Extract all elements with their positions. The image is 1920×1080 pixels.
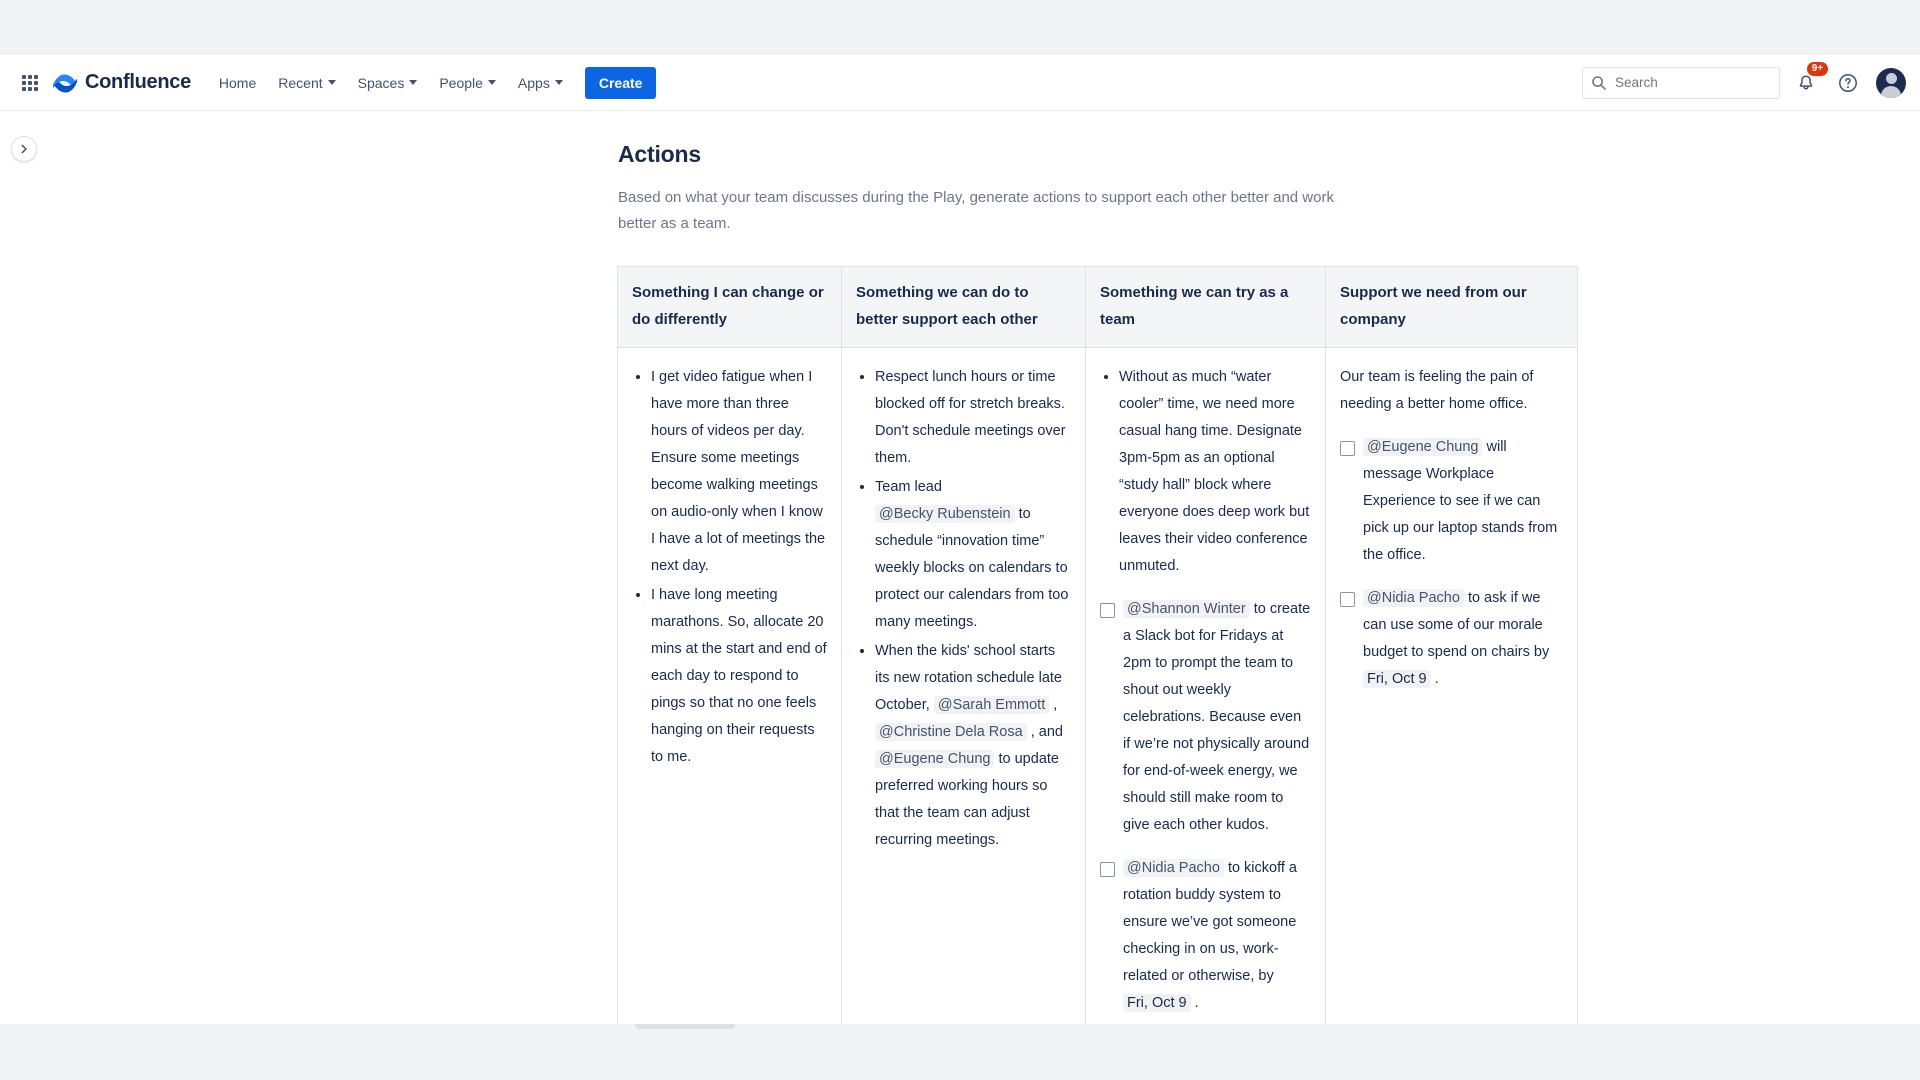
navbar-right-cluster bbox=[1582, 62, 1906, 99]
cell-support-each-other bbox=[842, 348, 1086, 1025]
chevron-right-icon bbox=[19, 144, 29, 154]
bottom-strip bbox=[0, 1024, 1920, 1080]
text-fragment: will message Workplace Experience to see if we can pick up our laptop stands from the office. bbox=[1363, 439, 1558, 563]
notifications-button[interactable] bbox=[1790, 62, 1824, 99]
text-fragment: to kickoff a rotation buddy system to ensure we’ve got someone checking in on us, work-related or otherwise, by bbox=[1123, 860, 1297, 984]
list-item: • I get video fatigue when I have more than three hours of videos per day. Ensure some meetings become walking meetings on audio-only when I know I have a lot of meetings the next day. bbox=[651, 364, 827, 580]
column-header-change: Something I can change or do differently bbox=[618, 267, 842, 348]
grid-icon bbox=[22, 75, 38, 91]
chevron-down-icon bbox=[409, 80, 417, 85]
document-body bbox=[591, 121, 1581, 1024]
notification-badge: 9+ bbox=[1807, 62, 1828, 76]
col2-list bbox=[856, 364, 1071, 854]
list-item: • I have long meeting marathons. So, allocate 20 mins at the start and end of each day to respond to pings so that no one feels hanging on their requests to me. bbox=[651, 582, 827, 771]
text-fragment: , and bbox=[1030, 724, 1063, 740]
mention-nidia-pacho[interactable]: @Nidia Pacho bbox=[1363, 589, 1464, 607]
page-content bbox=[26, 111, 1920, 1024]
app-switcher-button[interactable] bbox=[14, 67, 46, 99]
list-item: • Without as much “water cooler” time, we need more casual hang time. Designate 3pm-5pm as an optional “study hall” block where everyone does deep work but leaves their video conference unmuted. bbox=[1119, 364, 1311, 580]
task-text bbox=[1123, 855, 1311, 1017]
text-fragment: to ask if we can use some of our morale budget to spend on chairs by bbox=[1363, 590, 1550, 660]
mention-shannon-winter[interactable]: @Shannon Winter bbox=[1123, 600, 1250, 618]
create-button[interactable]: Create bbox=[585, 67, 657, 99]
bottom-tab-handle[interactable] bbox=[635, 1024, 735, 1029]
mention-becky-rubenstein[interactable]: @Becky Rubenstein bbox=[875, 505, 1015, 523]
chevron-down-icon bbox=[488, 80, 496, 85]
chevron-down-icon bbox=[328, 80, 336, 85]
avatar-body bbox=[1881, 86, 1901, 98]
column-header-company-support: Support we need from our company bbox=[1326, 267, 1578, 348]
mention-eugene-chung[interactable]: @Eugene Chung bbox=[1363, 438, 1482, 456]
task-checkbox[interactable] bbox=[1100, 603, 1115, 618]
confluence-logo-icon bbox=[52, 71, 78, 95]
task-item bbox=[1100, 855, 1311, 1017]
nav-item-home[interactable] bbox=[209, 67, 266, 99]
chevron-down-icon bbox=[555, 80, 563, 85]
global-navigation-bar bbox=[0, 55, 1920, 111]
expand-sidebar-button[interactable] bbox=[11, 136, 37, 162]
browser-chrome-strip bbox=[0, 0, 1920, 55]
cell-change-or-do-differently bbox=[618, 348, 842, 1025]
mention-christine-dela-rosa[interactable]: @Christine Dela Rosa bbox=[875, 723, 1027, 741]
task-text bbox=[1123, 596, 1311, 839]
cell-team-try bbox=[1086, 348, 1326, 1025]
task-checkbox[interactable] bbox=[1340, 592, 1355, 607]
page-intro: Based on what your team discusses during the Play, generate actions to support each other better and work better as a team. bbox=[618, 189, 1334, 232]
search-input[interactable] bbox=[1613, 74, 1772, 91]
page-title: Actions bbox=[618, 141, 701, 167]
confluence-home-link[interactable] bbox=[52, 71, 191, 95]
task-checkbox[interactable] bbox=[1100, 862, 1115, 877]
mention-nidia-pacho[interactable]: @Nidia Pacho bbox=[1123, 859, 1224, 877]
help-button[interactable] bbox=[1832, 67, 1864, 99]
text-fragment: When the kids' school starts its new rotation schedule late October, bbox=[875, 643, 1062, 713]
mention-eugene-chung[interactable]: @Eugene Chung bbox=[875, 750, 994, 768]
text-fragment: Team lead bbox=[875, 479, 942, 495]
text-fragment: to schedule “innovation time” weekly blocks on calendars to protect our calendars from too many meetings. bbox=[875, 506, 1069, 630]
task-checkbox[interactable] bbox=[1340, 441, 1355, 456]
task-item bbox=[1340, 585, 1563, 693]
nav-item-spaces-label: Spaces bbox=[357, 74, 405, 91]
nav-item-home-label: Home bbox=[218, 74, 257, 91]
text-fragment: to create a Slack bot for Fridays at 2pm to prompt the team to shout out weekly celebrations. Because even if we’re not physically around for end-of-week energy, we should still make room to give each other kudos. bbox=[1123, 601, 1311, 833]
task-item bbox=[1340, 434, 1563, 569]
due-date-chip[interactable]: Fri, Oct 9 bbox=[1123, 994, 1191, 1012]
sidebar-rail bbox=[0, 111, 27, 1024]
col3-list bbox=[1100, 364, 1311, 580]
cell-company-support bbox=[1326, 348, 1578, 1025]
search-icon bbox=[1591, 75, 1607, 96]
table-header-row bbox=[618, 267, 1578, 348]
avatar[interactable] bbox=[1876, 68, 1906, 98]
nav-item-recent-label: Recent bbox=[278, 74, 323, 91]
list-item bbox=[875, 474, 1071, 636]
brand-name: Confluence bbox=[85, 71, 191, 93]
task-text bbox=[1363, 434, 1563, 569]
text-fragment: . bbox=[1434, 671, 1439, 687]
nav-item-apps[interactable] bbox=[508, 67, 573, 99]
col1-list bbox=[632, 364, 827, 771]
text-fragment: . bbox=[1194, 995, 1199, 1011]
avatar-head bbox=[1886, 73, 1897, 84]
text-fragment: to update preferred working hours so that the team can adjust recurring meetings. bbox=[875, 751, 1059, 848]
actions-table bbox=[617, 266, 1578, 1024]
text-fragment: , bbox=[1053, 697, 1058, 713]
search-box[interactable] bbox=[1582, 67, 1780, 99]
table-row bbox=[618, 348, 1578, 1025]
column-header-team-try: Something we can try as a team bbox=[1086, 267, 1326, 348]
list-item bbox=[875, 638, 1071, 854]
mention-sarah-emmott[interactable]: @Sarah Emmott bbox=[934, 696, 1049, 714]
nav-item-spaces[interactable] bbox=[348, 67, 428, 99]
due-date-chip[interactable]: Fri, Oct 9 bbox=[1363, 670, 1431, 688]
column-header-support-each-other: Something we can do to better support each other bbox=[842, 267, 1086, 348]
nav-item-apps-label: Apps bbox=[517, 74, 550, 91]
task-item bbox=[1100, 596, 1311, 839]
nav-item-recent[interactable] bbox=[268, 67, 345, 99]
col4-intro: Our team is feeling the pain of needing a better home office. bbox=[1340, 369, 1534, 412]
nav-item-people-label: People bbox=[439, 74, 483, 91]
list-item: • Respect lunch hours or time blocked off for stretch breaks. Don't schedule meetings over them. bbox=[875, 364, 1071, 472]
nav-item-people[interactable] bbox=[429, 67, 506, 99]
task-text bbox=[1363, 585, 1563, 693]
